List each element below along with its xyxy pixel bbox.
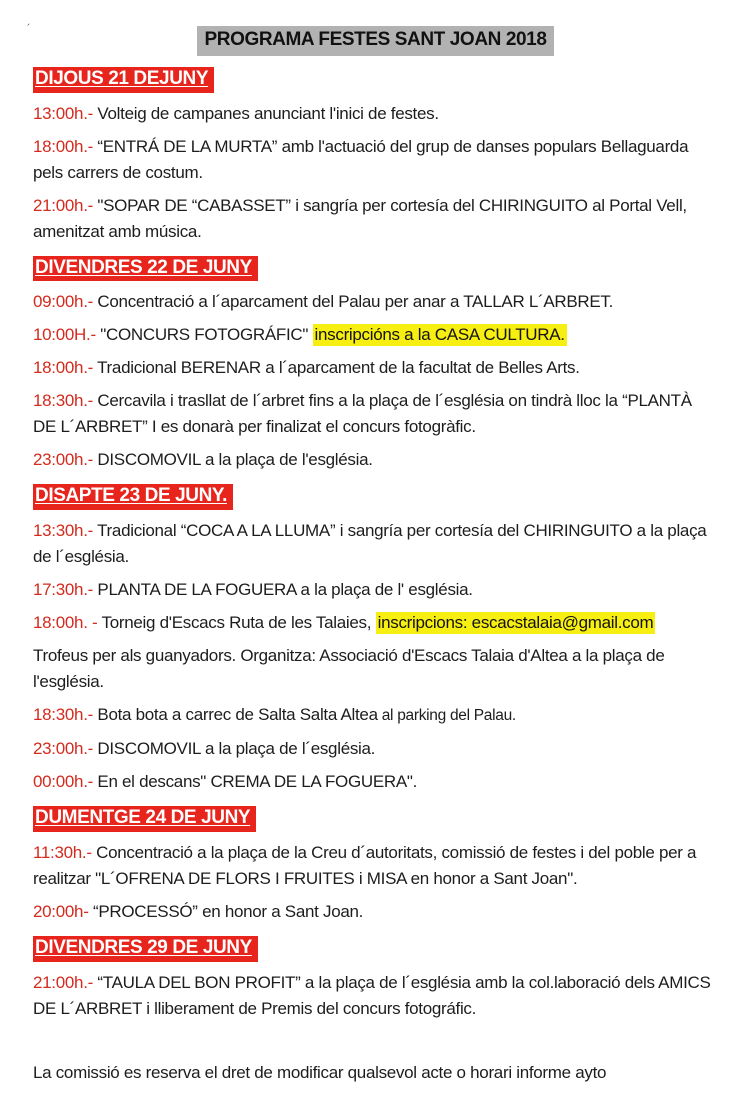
event-line [33, 899, 718, 925]
event-line [33, 289, 718, 315]
footer-note: La comissió es reserva el dret de modificar qualsevol acte o horari informe ayto [33, 1063, 607, 1083]
event-line [33, 101, 718, 127]
event-text: "SOPAR DE “CABASSET” i sangría per cortesía del CHIRINGUITO al Portal Vell, amenitzat amb música. [33, 195, 687, 241]
event-text: Tradicional BERENAR a l´aparcament de la facultat de Belles Arts. [92, 358, 580, 378]
event-time: 17:30h.- [33, 580, 93, 600]
event-time: 11:30h.- [33, 843, 92, 863]
event-line [33, 970, 718, 1022]
day-header-row [33, 256, 718, 282]
event-text: Concentració a la plaça de la Creu d´autoritats, comissió de festes i del poble per a realitzar "L´OFRENA DE FLORS I FRUITES i MISA en honor a Sant Joan". [33, 843, 697, 889]
day-header-row [33, 936, 718, 962]
program-schedule [33, 67, 718, 1022]
event-text: Cercavila i trasllat de l´arbret fins a la plaça de l´església on tindrà lloc la “PLANTÀ DE L´ARBRET” I es donarà per finalizat el concurs fotogràfic. [33, 391, 692, 437]
event-line [33, 134, 718, 186]
event-line [33, 388, 718, 440]
event-text: Bota bota a carrec de Salta Salta Altea [92, 705, 378, 725]
title-row [33, 26, 718, 56]
event-time: 21:00h.- [33, 973, 93, 993]
event-line [33, 518, 718, 570]
event-line [33, 193, 718, 245]
event-time: 18:00h. - [33, 613, 98, 633]
event-time: 20:00h- [33, 902, 89, 922]
day-header-row [33, 484, 718, 510]
event-time: 18:30h.- [33, 705, 93, 725]
event-time: 10:00H.- [33, 325, 96, 345]
event-time: 13:30h.- [33, 521, 93, 541]
day-header-row [33, 806, 718, 832]
event-text: Torneig d'Escacs Ruta de les Talaies, [97, 613, 376, 633]
day-header: DIVENDRES 22 DE JUNY [33, 256, 258, 282]
event-line [33, 769, 718, 795]
event-line [33, 322, 718, 348]
event-text: En el descans" CREMA DE LA FOGUERA". [92, 772, 418, 792]
event-text: Trofeus per als guanyadors. Organitza: Associació d'Escacs Talaia d'Altea a la plaça de l'església. [33, 646, 665, 692]
event-text: “TAULA DEL BON PROFIT” a la plaça de l´església amb la col.laboració dels AMICS DE L´ARBRET i lliberament de Premis del concurs fotográfic. [33, 973, 711, 1019]
event-time: 23:00h.- [33, 739, 93, 759]
day-header: DISAPTE 23 DE JUNY. [33, 484, 233, 510]
event-text: Concentració a l´aparcament del Palau per anar a TALLAR L´ARBRET. [92, 292, 614, 312]
event-line [33, 736, 718, 762]
highlighted-text: inscripcions: escacstalaia@gmail.com [377, 613, 654, 633]
event-time: 18:30h.- [33, 391, 93, 411]
event-text: Volteig de campanes anunciant l'inici de festes. [92, 103, 439, 123]
day-header: DIVENDRES 29 DE JUNY [33, 936, 258, 962]
highlighted-text: inscripcións a la CASA CULTURA. [314, 325, 565, 345]
event-time: 18:00h.- [33, 136, 93, 156]
event-text: DISCOMOVIL a la plaça de l'església. [92, 450, 373, 470]
event-time: 09:00h.- [33, 292, 93, 312]
event-time: 00:00h.- [33, 772, 93, 792]
event-text-small: al parking del Palau. [377, 707, 516, 725]
page-title: PROGRAMA FESTES SANT JOAN 2018 [197, 26, 553, 56]
day-header-row [33, 67, 718, 93]
event-text: PLANTA DE LA FOGUERA a la plaça de l' església. [92, 580, 473, 600]
event-time: 23:00h.- [33, 450, 93, 470]
event-text: DISCOMOVIL a la plaça de l´església. [92, 739, 376, 759]
event-text: Tradicional “COCA A LA LLUMA” i sangría per cortesía del CHIRINGUITO a la plaça de l´església. [33, 521, 707, 567]
event-line [33, 840, 718, 892]
event-time: 21:00h.- [33, 195, 93, 215]
event-time: 18:00h.- [33, 358, 93, 378]
event-text: “PROCESSÓ” en honor a Sant Joan. [88, 902, 364, 922]
event-line [33, 577, 718, 603]
event-line [33, 355, 718, 381]
corner-mark: ´ [27, 23, 31, 35]
event-text: “ENTRÁ DE LA MURTA” amb l'actuació del grup de danses populars Bellaguarda pels carrers de costum. [33, 136, 689, 182]
event-time: 13:00h.- [33, 103, 93, 123]
day-header: DIJOUS 21 DEJUNY [33, 67, 214, 93]
event-line [33, 610, 718, 636]
day-header: DUMENTGE 24 DE JUNY [33, 806, 256, 832]
event-line [33, 702, 718, 729]
event-line [33, 447, 718, 473]
event-text: "CONCURS FOTOGRÁFIC" [95, 325, 313, 345]
event-line [33, 643, 718, 695]
